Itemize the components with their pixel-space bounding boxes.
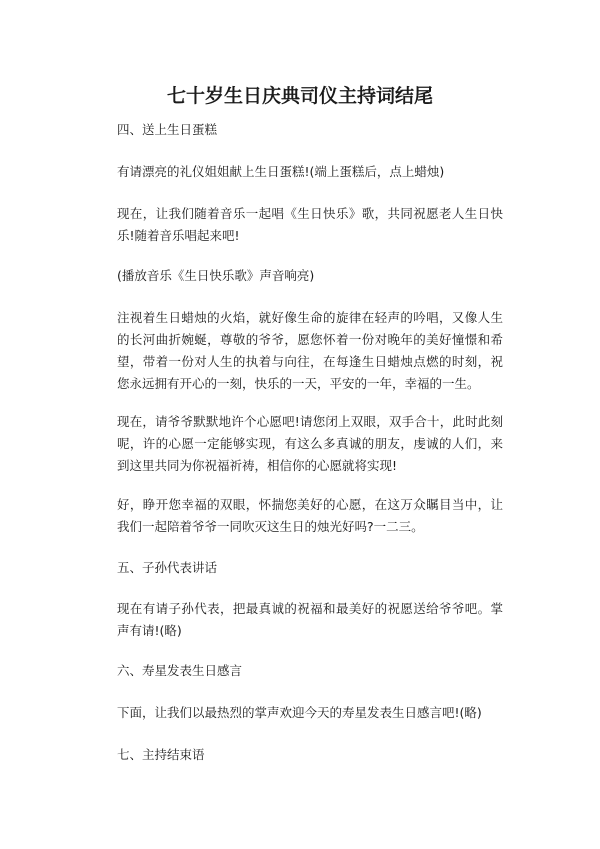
paragraph-make-wish: 现在，请爷爷默默地许个心愿吧!请您闭上双眼，双手合十，此时此刻呢，许的心愿一定能够实现，有这么多真诚的朋友，虔诚的人们，来到这里共同为你祝福祈祷，相信你的心愿就将实现! <box>117 414 503 473</box>
document-title: 七十岁生日庆典司仪主持词结尾 <box>166 85 433 107</box>
paragraph-birthday-speech: 下面，让我们以最热烈的掌声欢迎今天的寿星发表生日感言吧!(略) <box>117 705 482 720</box>
section-heading-closing: 七、主持结束语 <box>117 747 205 762</box>
paragraph-blow-candles: 好，睁开您幸福的双眼，怀揣您美好的心愿，在这万众瞩目当中，让我们一起陪着爷爷一同吹灭这生日的烛光好吗?一二三。 <box>117 497 503 534</box>
paragraph-candle-blessing: 注视着生日蜡烛的火焰，就好像生命的旋律在轻声的吟唱，又像人生的长河曲折婉蜒，尊敬的爷爷，愿您怀着一份对晚年的美好憧憬和希望，带着一份对人生的执着与向往，在每逢生日蜡烛点燃的时刻，祝您永远拥有开心的一刻，快乐的一天，平安的一年，幸福的一生。 <box>117 310 503 391</box>
section-heading-birthday-speech: 六、寿星发表生日感言 <box>117 663 243 678</box>
paragraph-cake-intro: 有请漂亮的礼仪姐姐献上生日蛋糕!(端上蛋糕后，点上蜡烛) <box>117 164 445 179</box>
paragraph-play-music: (播放音乐《生日快乐歌》声音响亮) <box>117 268 315 283</box>
paragraph-sing-song: 现在，让我们随着音乐一起唱《生日快乐》歌，共同祝愿老人生日快乐!随着音乐唱起来吧! <box>117 206 503 243</box>
section-heading-descendants: 五、子孙代表讲话 <box>117 560 218 575</box>
section-heading-cake: 四、送上生日蛋糕 <box>117 122 218 137</box>
paragraph-descendants-speech: 现在有请子孙代表，把最真诚的祝福和最美好的祝愿送给爷爷吧。掌声有请!(略) <box>117 601 503 638</box>
